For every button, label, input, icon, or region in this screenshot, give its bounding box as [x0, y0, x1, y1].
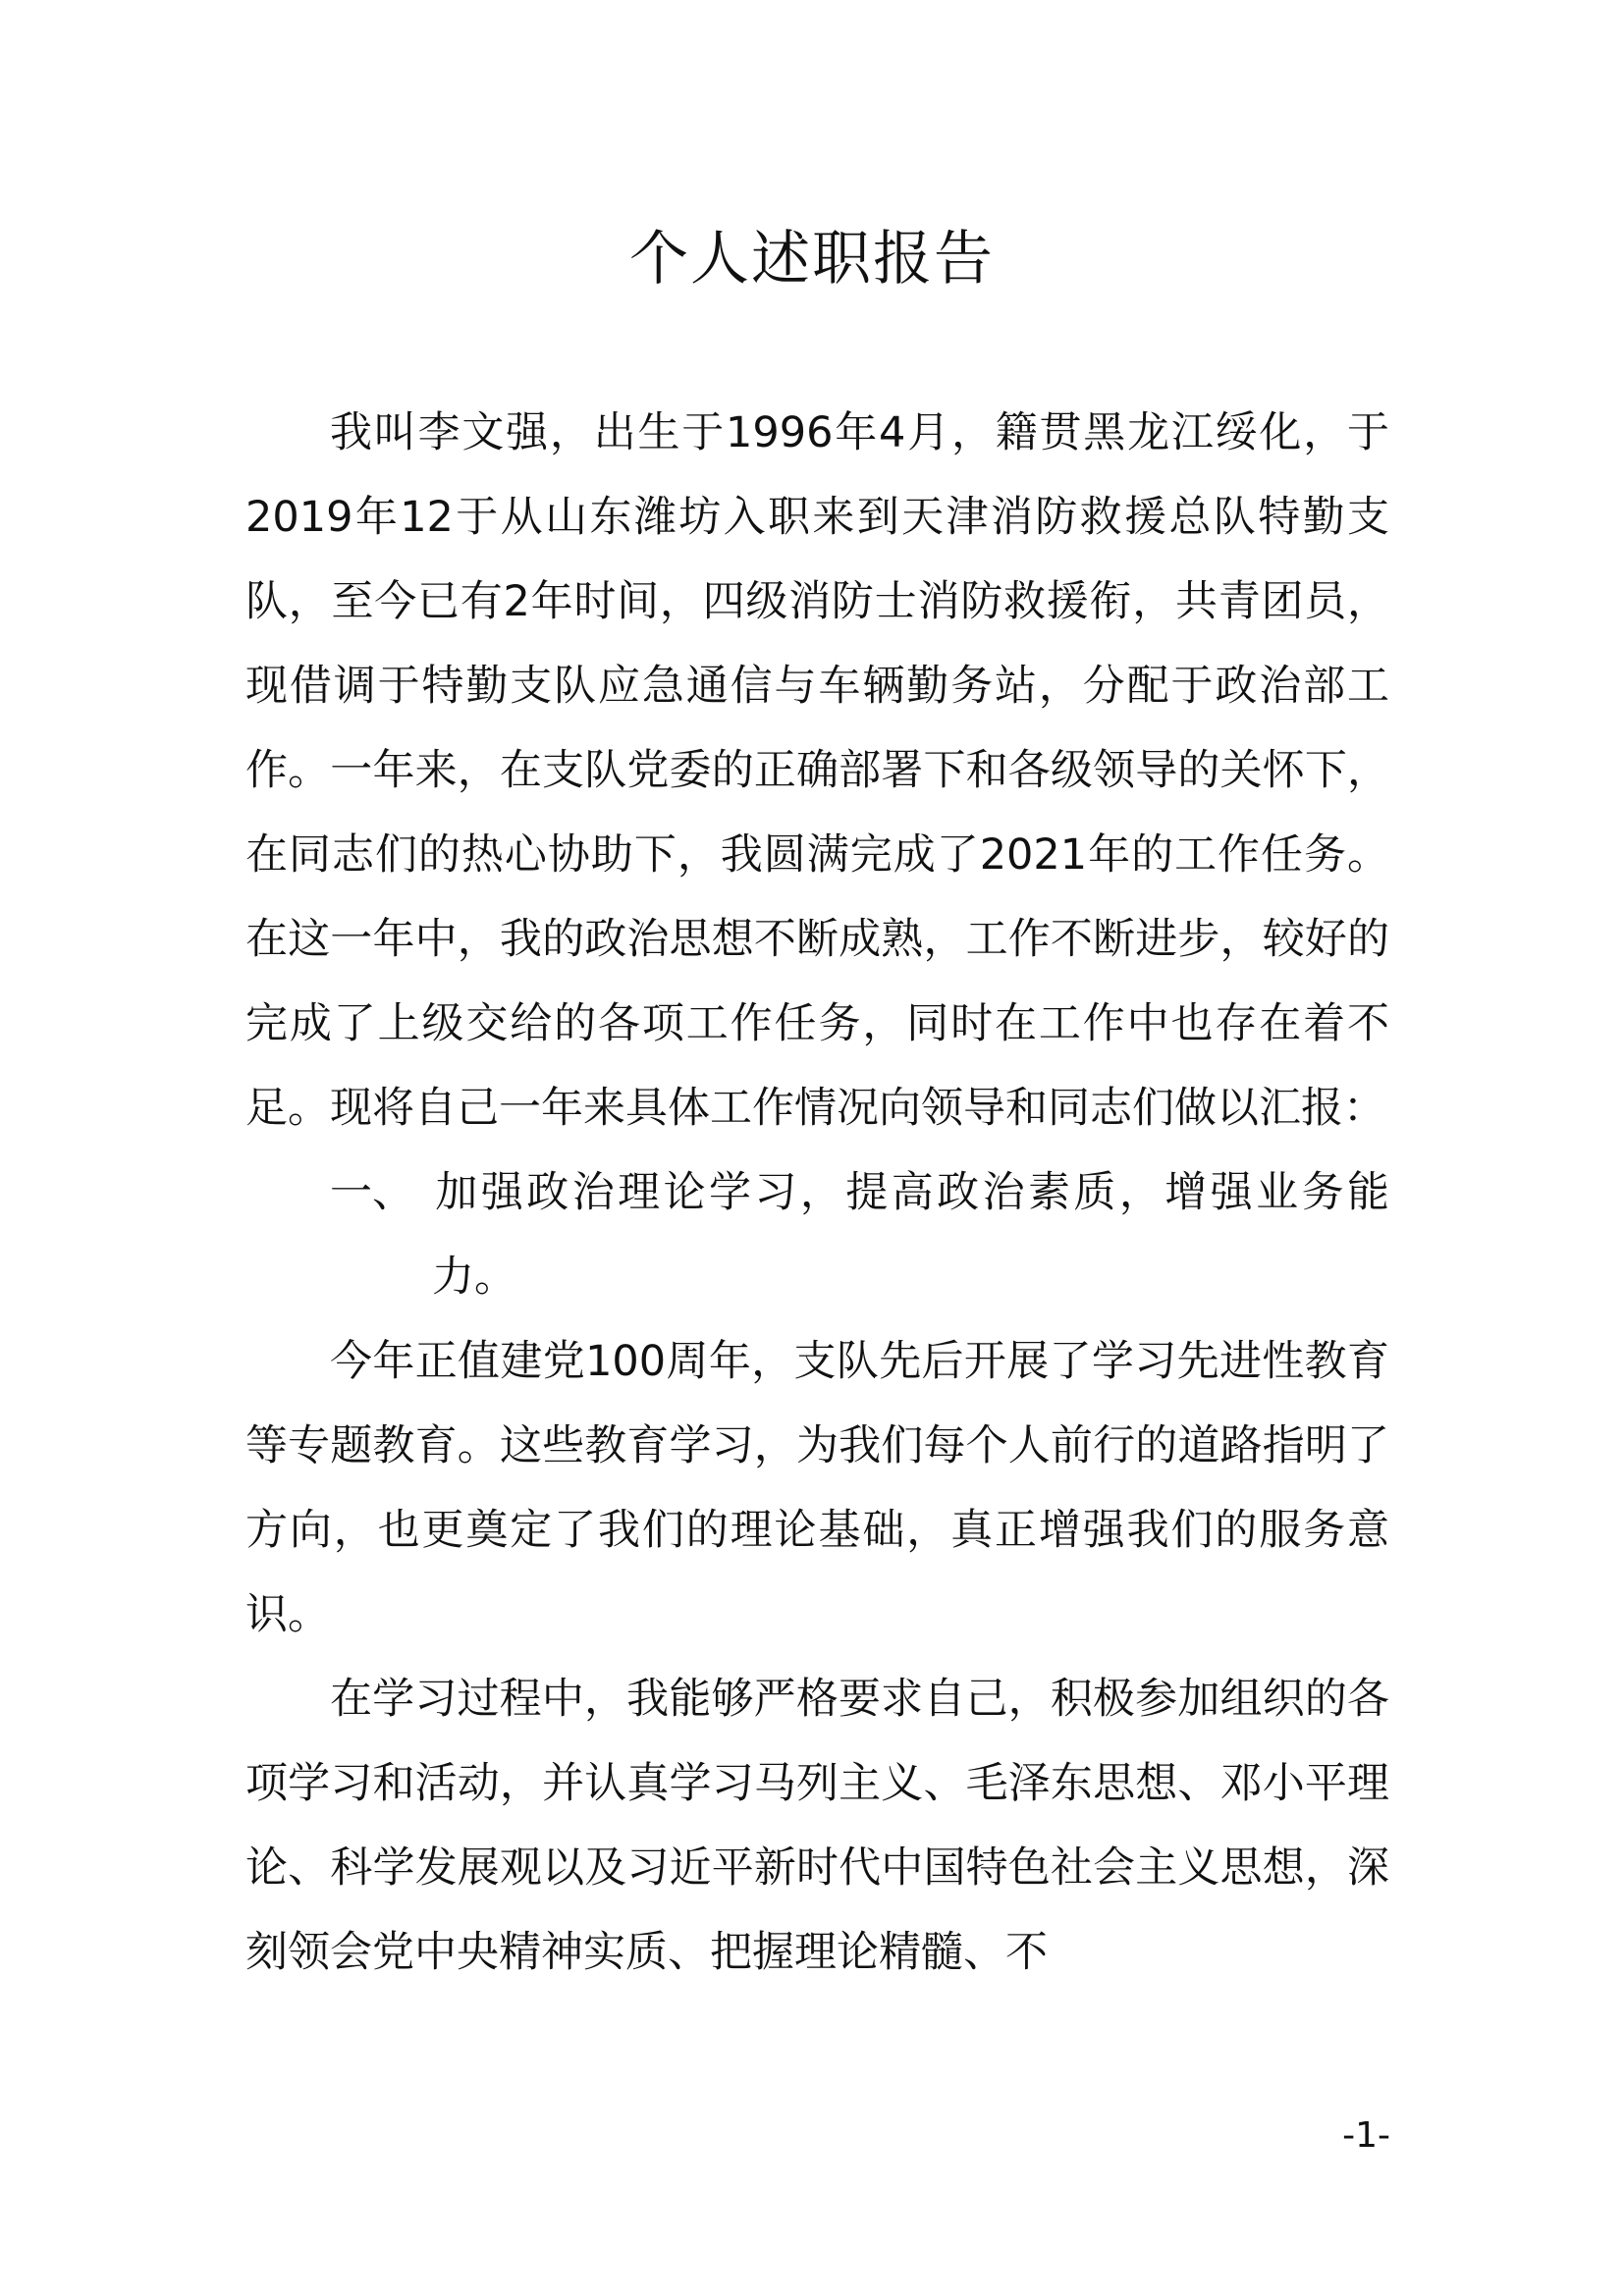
section-number: 一、: [330, 1168, 414, 1217]
document-title: 个人述职报告: [629, 225, 995, 294]
section-paragraph: 今年正值建党100周年，支队先后开展了学习先进性教育等专题教育。这些教育学习，为我们每个人前行的道路指明了方向，也更奠定了我们的理论基础，真正增强我们的服务意识。: [245, 1337, 1389, 1639]
document-body: [245, 391, 1389, 1995]
intro-paragraph: 我叫李文强，出生于1996年4月，籍贯黑龙江绥化，于2019年12于从山东潍坊入职来到天津消防救援总队特勤支队，至今已有2年时间，四级消防士消防救援衔，共青团员，现借调于特勤支队应急通信与车辆勤务站，分配于政治部工作。一年来，在支队党委的正确部署下和各级领导的关怀下，在同志们的热心协助下，我圆满完成了2021年的工作任务。在这一年中，我的政治思想不断成熟，工作不断进步，较好的完成了上级交给的各项工作任务，同时在工作中也存在着不足。现将自己一年来具体工作情况向领导和同志们做以汇报：: [245, 408, 1389, 1133]
section-heading-text: 加强政治理论学习，提高政治素质，增强业务能力。: [432, 1168, 1389, 1302]
section-heading: [245, 1150, 1389, 1319]
section-paragraph: 在学习过程中，我能够严格要求自己，积极参加组织的各项学习和活动，并认真学习马列主义、毛泽东思想、邓小平理论、科学发展观以及习近平新时代中国特色社会主义思想，深刻领会党中央精神实质、把握理论精髓、不: [245, 1675, 1389, 1977]
page-number: -1-: [1342, 2115, 1390, 2156]
